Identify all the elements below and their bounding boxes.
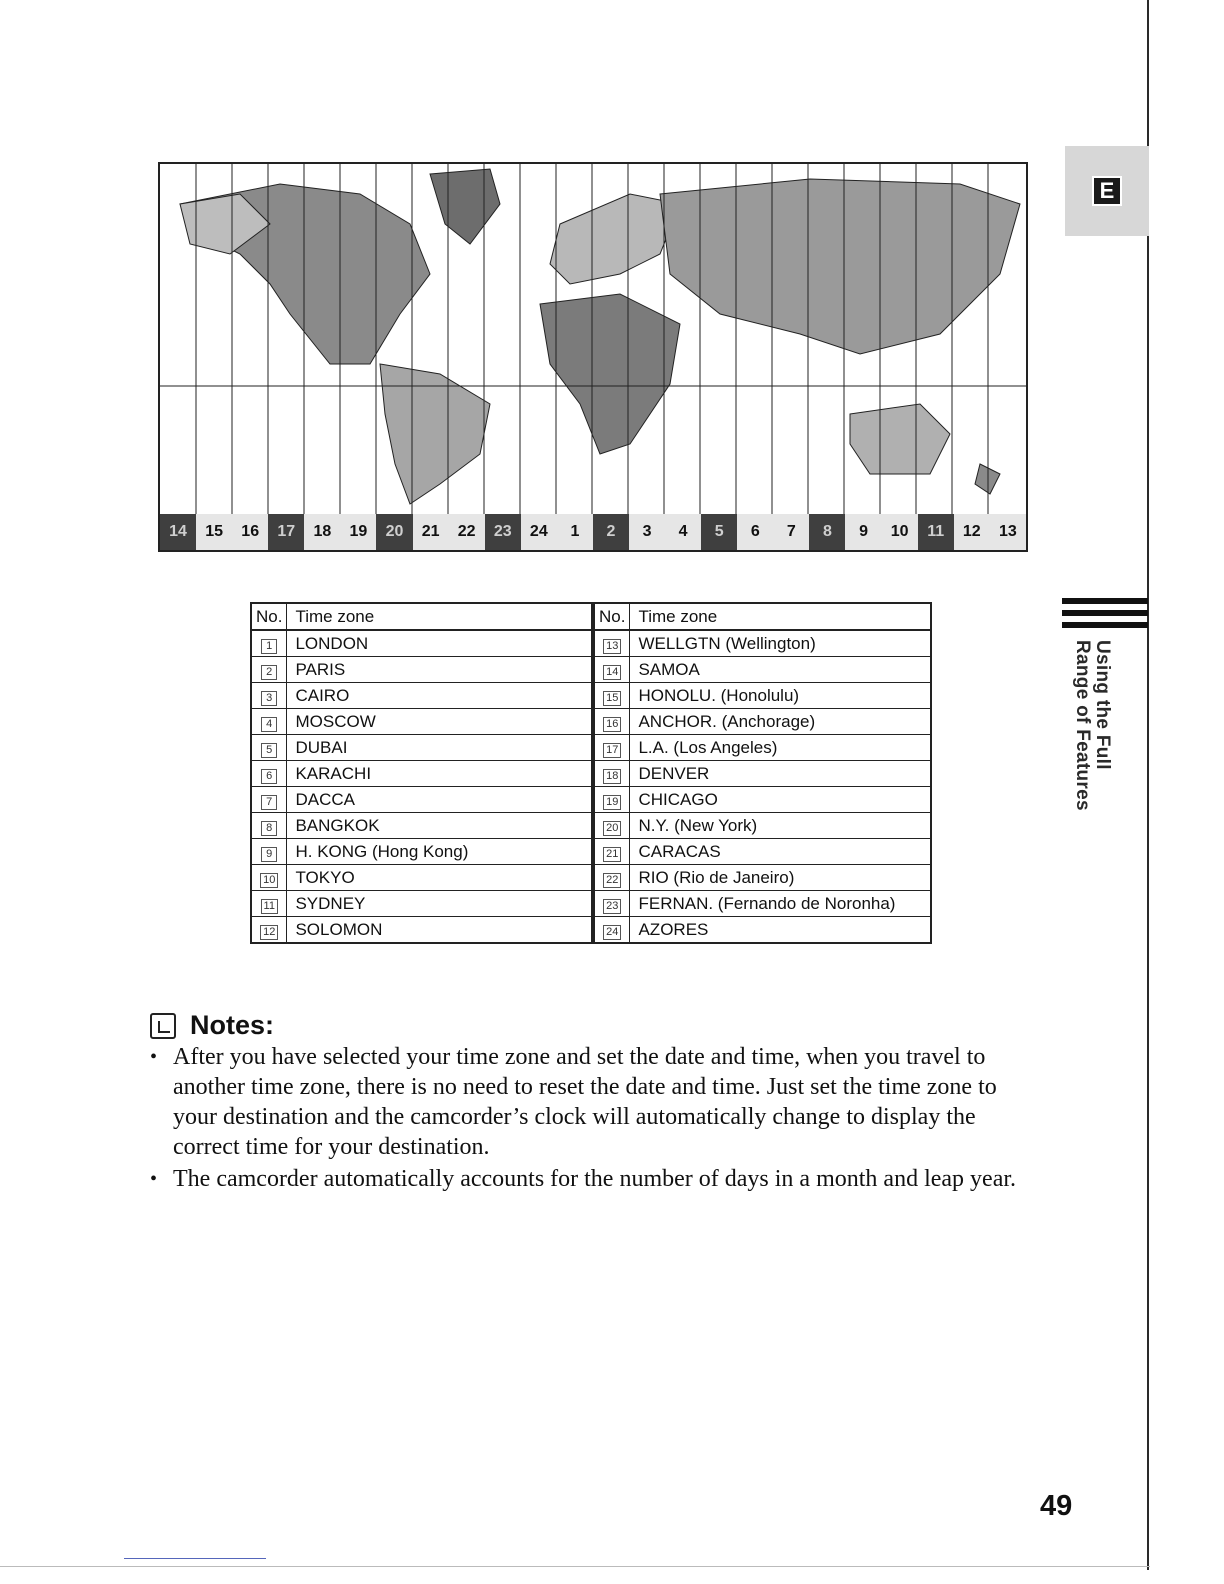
time-zone-table-left <box>250 602 593 944</box>
zone-number-cell: 18 <box>304 514 340 550</box>
zone-name-cell: SYDNEY <box>287 891 592 917</box>
zone-number-cell: 2 <box>593 514 629 550</box>
zone-name-cell: WELLGTN (Wellington) <box>630 630 931 657</box>
greenland-shape <box>430 169 500 244</box>
section-letter: E <box>1092 176 1122 206</box>
zone-number-cell: 15 <box>196 514 232 550</box>
table-row <box>594 735 931 761</box>
zone-name-cell: LONDON <box>287 630 592 657</box>
zone-name-cell: MOSCOW <box>287 709 592 735</box>
asia-shape <box>660 179 1020 354</box>
zone-number-cell <box>251 683 287 709</box>
zone-number-badge: 17 <box>603 743 621 758</box>
note-item: • After you have selected your time zone and set the date and time, when you travel to another time zone, there is no need to reset the date and time. Just set the time zone to your destination and the camcorder’s clock will automatically change to display the correct time for your destination. <box>150 1042 1020 1162</box>
table-row <box>594 865 931 891</box>
zone-name-cell: L.A. (Los Angeles) <box>630 735 931 761</box>
table-header-row <box>594 603 931 630</box>
table-row <box>251 735 592 761</box>
zone-number-cell: 5 <box>701 514 737 550</box>
zone-name-cell: KARACHI <box>287 761 592 787</box>
section-tab <box>1065 146 1149 236</box>
zone-number-strip <box>160 514 1026 550</box>
zone-number-badge: 13 <box>603 639 621 654</box>
zone-number-cell: 12 <box>954 514 990 550</box>
zone-number-cell <box>594 735 630 761</box>
zone-number-cell <box>594 761 630 787</box>
table-row <box>251 657 592 683</box>
zone-number-cell: 1 <box>557 514 593 550</box>
zone-number-badge: 12 <box>260 925 278 940</box>
table-row <box>251 630 592 657</box>
zone-number-cell <box>594 839 630 865</box>
australia-shape <box>850 404 950 474</box>
zone-name-cell: BANGKOK <box>287 813 592 839</box>
notes-list <box>150 1042 1020 1196</box>
zone-number-cell <box>251 630 287 657</box>
table-row <box>594 839 931 865</box>
zone-number-cell: 10 <box>882 514 918 550</box>
zone-name-cell: SOLOMON <box>287 917 592 944</box>
zone-number-badge: 2 <box>261 665 277 680</box>
zone-number-badge: 20 <box>603 821 621 836</box>
zone-name-cell: CARACAS <box>630 839 931 865</box>
zone-number-cell <box>251 839 287 865</box>
zone-number-cell: 24 <box>521 514 557 550</box>
zone-name-cell: N.Y. (New York) <box>630 813 931 839</box>
table-row <box>594 683 931 709</box>
table-row <box>594 787 931 813</box>
table-row <box>251 891 592 917</box>
zone-number-cell <box>251 657 287 683</box>
table-header-row <box>251 603 592 630</box>
zone-number-cell: 21 <box>413 514 449 550</box>
zone-number-cell <box>594 787 630 813</box>
table-row <box>251 917 592 944</box>
zone-number-cell <box>594 630 630 657</box>
bottom-link-line <box>124 1558 266 1559</box>
notes-title: Notes: <box>190 1010 275 1040</box>
zone-number-cell <box>251 761 287 787</box>
zone-number-cell: 9 <box>845 514 881 550</box>
zone-number-badge: 14 <box>603 665 621 680</box>
zone-name-cell: PARIS <box>287 657 592 683</box>
header-no: No. <box>251 603 287 630</box>
zone-number-cell: 13 <box>990 514 1026 550</box>
zone-number-badge: 22 <box>603 873 621 888</box>
table-row <box>251 683 592 709</box>
zone-number-cell: 20 <box>376 514 412 550</box>
zone-number-cell: 19 <box>340 514 376 550</box>
table-row <box>251 761 592 787</box>
zone-name-cell: CHICAGO <box>630 787 931 813</box>
table-row <box>251 813 592 839</box>
zone-number-cell <box>251 891 287 917</box>
zone-number-cell: 22 <box>449 514 485 550</box>
europe-shape <box>550 194 680 284</box>
zone-number-badge: 5 <box>261 743 277 758</box>
zone-number-cell <box>594 709 630 735</box>
zone-number-cell <box>251 917 287 944</box>
zone-number-cell: 6 <box>737 514 773 550</box>
table-row <box>251 787 592 813</box>
table-row <box>594 891 931 917</box>
zone-number-cell: 3 <box>629 514 665 550</box>
zone-number-cell: 8 <box>809 514 845 550</box>
zone-number-cell <box>251 787 287 813</box>
zone-number-badge: 8 <box>261 821 277 836</box>
table-row <box>251 865 592 891</box>
section-label: Using the Full Range of Features <box>1072 640 1113 811</box>
zone-number-badge: 9 <box>261 847 277 862</box>
zone-number-cell <box>594 917 630 944</box>
zone-number-cell <box>251 813 287 839</box>
time-zone-table-right <box>593 602 932 944</box>
header-no: No. <box>594 603 630 630</box>
zone-number-badge: 19 <box>603 795 621 810</box>
table-row <box>594 657 931 683</box>
world-map-graphic <box>160 164 1026 516</box>
table-row <box>251 839 592 865</box>
zone-number-badge: 10 <box>260 873 278 888</box>
zone-number-cell: 23 <box>485 514 521 550</box>
zone-number-badge: 18 <box>603 769 621 784</box>
zone-number-cell: 11 <box>918 514 954 550</box>
zone-number-cell: 16 <box>232 514 268 550</box>
section-bars <box>1062 598 1148 634</box>
table-row <box>251 709 592 735</box>
zone-name-cell: SAMOA <box>630 657 931 683</box>
zone-number-badge: 21 <box>603 847 621 862</box>
note-icon <box>150 1013 176 1039</box>
south-america-shape <box>380 364 490 504</box>
zone-number-cell: 7 <box>773 514 809 550</box>
zone-number-cell: 17 <box>268 514 304 550</box>
zone-number-badge: 11 <box>261 899 278 914</box>
zone-name-cell: DENVER <box>630 761 931 787</box>
table-row <box>594 630 931 657</box>
zone-name-cell: TOKYO <box>287 865 592 891</box>
zone-number-cell: 4 <box>665 514 701 550</box>
zone-number-cell <box>251 709 287 735</box>
zone-number-badge: 3 <box>261 691 277 706</box>
header-time-zone: Time zone <box>287 603 592 630</box>
zone-number-badge: 7 <box>261 795 277 810</box>
zone-number-cell <box>594 891 630 917</box>
table-row <box>594 761 931 787</box>
zone-number-cell: 14 <box>160 514 196 550</box>
zone-number-badge: 23 <box>603 899 621 914</box>
zone-number-cell <box>594 683 630 709</box>
zone-number-badge: 15 <box>603 691 621 706</box>
zone-number-cell <box>251 865 287 891</box>
zone-number-cell <box>594 865 630 891</box>
zone-name-cell: ANCHOR. (Anchorage) <box>630 709 931 735</box>
zone-name-cell: DUBAI <box>287 735 592 761</box>
zone-number-cell <box>594 657 630 683</box>
world-time-zone-map <box>158 162 1028 552</box>
page-number: 49 <box>1040 1490 1073 1522</box>
africa-shape <box>540 294 680 454</box>
table-row <box>594 917 931 944</box>
table-row <box>594 709 931 735</box>
zone-number-cell <box>594 813 630 839</box>
header-time-zone: Time zone <box>630 603 931 630</box>
zone-name-cell: FERNAN. (Fernando de Noronha) <box>630 891 931 917</box>
zone-number-badge: 24 <box>603 925 621 940</box>
zone-name-cell: H. KONG (Hong Kong) <box>287 839 592 865</box>
zone-name-cell: CAIRO <box>287 683 592 709</box>
zone-name-cell: AZORES <box>630 917 931 944</box>
zone-number-badge: 6 <box>261 769 277 784</box>
zone-name-cell: DACCA <box>287 787 592 813</box>
zone-name-cell: RIO (Rio de Janeiro) <box>630 865 931 891</box>
zone-number-badge: 4 <box>261 717 277 732</box>
zone-number-badge: 1 <box>261 639 277 654</box>
table-row <box>594 813 931 839</box>
bottom-rule <box>0 1566 1150 1567</box>
zone-number-cell <box>251 735 287 761</box>
notes-heading <box>150 1010 274 1041</box>
zone-number-badge: 16 <box>603 717 621 732</box>
zone-name-cell: HONOLU. (Honolulu) <box>630 683 931 709</box>
note-item: • The camcorder automatically accounts for the number of days in a month and leap year. <box>150 1164 1020 1194</box>
